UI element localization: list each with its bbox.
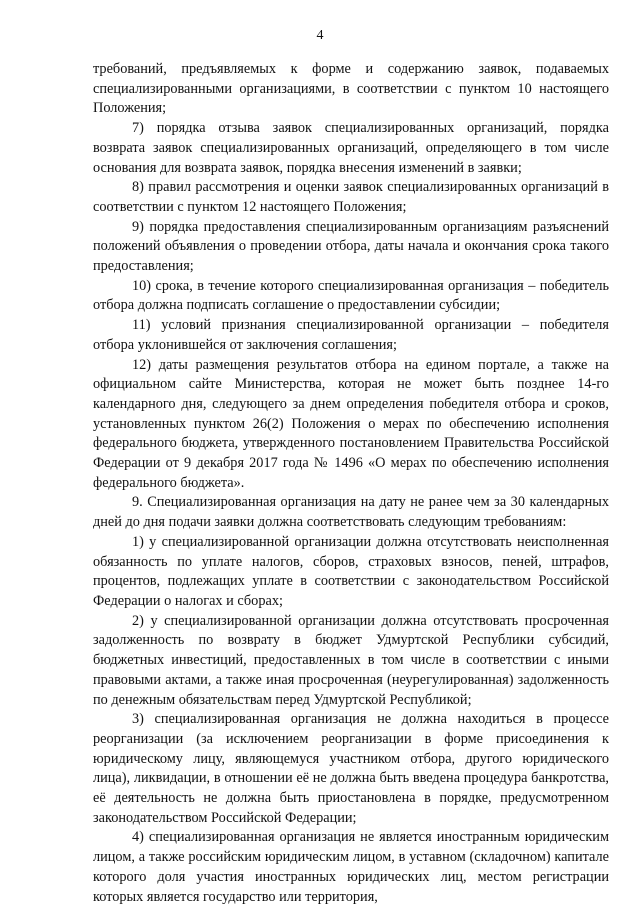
paragraph-item-11: 11) условий признания специализированной организации – победителя отбора уклонившейся от заключения соглашения; [93, 317, 609, 353]
paragraph-item-12: 12) даты размещения результатов отбора на едином портале, а также на официальном сайте Министерства, которая не может быть позднее 14-го календарного дня, следующего за днем определения победителя отбора и сроков, установленных пунктом 26(2) Положения о мерах по обеспечению исполнения федерального бюджета, утвержденного постановлением Правительства Российской Федерации от 9 декабря 2017 года № 1496 «О мерах по обеспечению исполнения федерального бюджета». [93, 356, 609, 491]
paragraph-item-8: 8) правил рассмотрения и оценки заявок специализированных организаций в соответствии с пунктом 12 настоящего Положения; [93, 179, 609, 215]
paragraph-requirement-2: 2) у специализированной организации должна отсутствовать просроченная задолженность по возврату в бюджет Удмуртской Республики субсидий, бюджетных инвестиций, предоставленных в том числе в соответствии с иными правовыми актами, а также иная просроченная (неурегулированная) задолженность по денежным обязательствам перед Удмуртской Республикой; [93, 612, 609, 708]
paragraph-item-10: 10) срока, в течение которого специализированная организация – победитель отбора должна подписать соглашение о предоставлении субсидии; [93, 277, 609, 314]
paragraph-continuation: требований, предъявляемых к форме и содержанию заявок, подаваемых специализированными организациями, в соответствии с пунктом 10 настоящего Положения; [93, 61, 609, 117]
paragraph-item-7: 7) порядка отзыва заявок специализированных организаций, порядка возврата заявок специализированных организаций, определяющего в том числе основания для возврата заявок, порядка внесения изменений в заявки; [93, 120, 609, 176]
page-number: 4 [316, 28, 324, 43]
paragraph-requirement-3: 3) специализированная организация не должна находиться в процессе реорганизации (за исключением реорганизации в форме присоединения к юридическому лицу, являющемуся участником отбора, другого юридического лица), ликвидации, в отношении её не должна быть введена процедура банкротства, её деятельность не должна быть приостановлена в порядке, предусмотренном законодательством Российской Федерации; [93, 711, 609, 826]
paragraph-section-9: 9. Специализированная организация на дату не ранее чем за 30 календарных дней до дня подачи заявки должна соответствовать следующим требованиям: [93, 494, 609, 531]
document-body [93, 60, 609, 907]
paragraph-item-9: 9) порядка предоставления специализированным организациям разъяснений положений объявления о проведении отбора, даты начала и окончания срока такого предоставления; [93, 218, 609, 275]
paragraph-requirement-1: 1) у специализированной организации должна отсутствовать неисполненная обязанность по уплате налогов, сборов, страховых взносов, пеней, штрафов, процентов, подлежащих уплате в соответствии с законодательством Российской Федерации о налогах и сборах; [93, 533, 609, 609]
paragraph-requirement-4: 4) специализированная организация не является иностранным юридическим лицом, а также российским юридическим лицом, в уставном (складочном) капитале которого доля участия иностранных юридических лиц, местом регистрации которых является государство или территория, [93, 829, 609, 905]
